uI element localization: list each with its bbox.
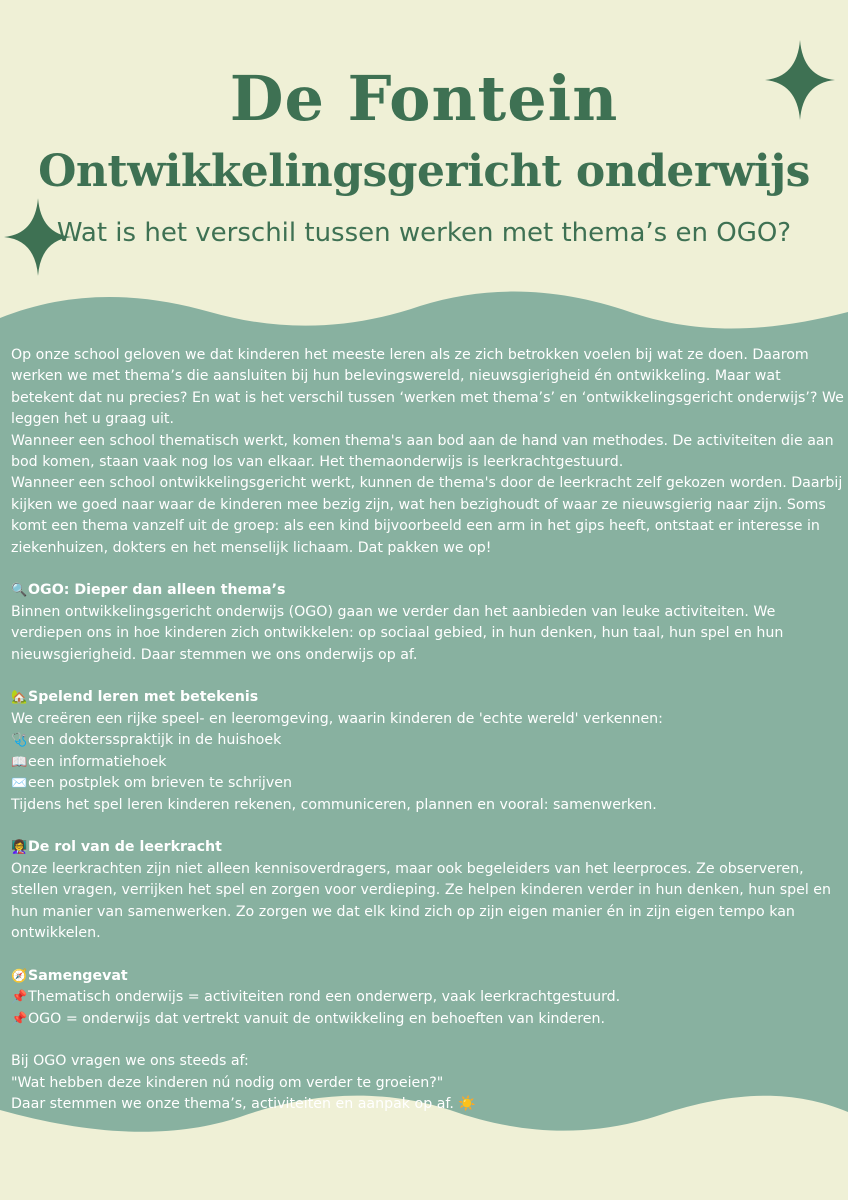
intro-paragraph: Wanneer een school thematisch werkt, komen thema's aan bod aan de hand van methodes. De activiteiten die aan bod komen, staan vaak nog los van elkaar. Het themaonderwijs is leerkrachtgestuurd. [11,432,834,471]
envelope-icon: ✉️ [11,776,28,792]
list-item: ✉️een postplek om brieven te schrijven [11,773,847,794]
section-ogo [11,580,847,666]
pushpin-icon: 📌 [11,990,28,1006]
closing-line: Bij OGO vragen we ons steeds af: [11,1053,249,1070]
section-heading: 🧭Samengevat [11,966,847,987]
list-item: 📖een informatiehoek [11,752,847,773]
page-subtitle: Ontwikkelingsgericht onderwijs [38,146,810,197]
article-body [11,345,847,1116]
section-text: Onze leerkrachten zijn niet alleen kennisoverdragers, maar ook begeleiders van het leerproces. Ze observeren, stellen vragen, verrijken het spel en zorgen voor verdieping. Ze helpen kinderen verder in hun denken, hun spel en hun manier van samenwerken. Zo zorgen we dat elk kind zich op zijn eigen manier én in zijn eigen tempo kan ontwikkelen. [11,860,831,941]
section-text: Tijdens het spel leren kinderen rekenen, communiceren, plannen en vooral: samenwerken. [11,796,657,813]
compass-icon: 🧭 [11,968,28,984]
pushpin-icon: 📌 [11,1011,28,1027]
intro-paragraph: Op onze school geloven we dat kinderen het meeste leren als ze zich betrokken voelen bij wat ze doen. Daarom werken we met thema’s die aansluiten bij hun belevingswereld, nieuwsgierigheid én ontwikkeling. Maar wat betekent dat nu precies? En wat is het verschil tussen ‘werken met thema’s’ en ‘ontwikkelingsgericht onderwijs’? We leggen het u graag uit. [11,347,844,428]
magnifier-icon: 🔍 [11,583,28,599]
section-teacher [11,837,847,944]
page-title: De Fontein [229,62,619,135]
section-summary [11,966,847,1030]
closing [11,1051,847,1115]
intro-paragraph: Wanneer een school ontwikkelingsgericht werkt, kunnen de thema's door de leerkracht zelf gekozen worden. Daarbij kijken we goed naar waar de kinderen mee bezig zijn, wat hen bezighoudt of waar ze nieuwsgierig naar zijn. Soms komt een thema vanzelf uit de groep: als een kind bijvoorbeeld een arm in het gips heeft, ontstaat er interesse in ziekenhuizen, dokters en het menselijk lichaam. Dat pakken we op! [11,475,843,556]
section-text: Binnen ontwikkelingsgericht onderwijs (OGO) gaan we verder dan het aanbieden van leuke activiteiten. We verdiepen ons in hoe kinderen zich ontwikkelen: op sociaal gebied, in hun denken, hun taal, hun spel en hun nieuwsgierigheid. Daar stemmen we ons onderwijs op af. [11,603,784,663]
closing-quote: "Wat hebben deze kinderen nú nodig om verder te groeien?" [11,1074,444,1091]
house-icon: 🏡 [11,690,28,706]
book-icon: 📖 [11,754,28,770]
section-play [11,687,847,815]
stethoscope-icon: 🩺 [11,733,28,749]
section-heading: 🔍OGO: Dieper dan alleen thema’s [11,580,847,601]
list-item: 🩺een doktersspraktijk in de huishoek [11,730,847,751]
list-item: 📌OGO = onderwijs dat vertrekt vanuit de ontwikkeling en behoeften van kinderen. [11,1009,847,1030]
list-item: 📌Thematisch onderwijs = activiteiten rond een onderwerp, vaak leerkrachtgestuurd. [11,987,847,1008]
section-text: We creëren een rijke speel- en leeromgeving, waarin kinderen de 'echte wereld' verkennen: [11,710,663,727]
teacher-icon: 👩‍🏫 [11,840,28,856]
section-heading: 👩‍🏫De rol van de leerkracht [11,837,847,858]
closing-line: Daar stemmen we onze thema’s, activiteiten en aanpak op af. ☀️ [11,1096,477,1113]
section-heading: 🏡Spelend leren met betekenis [11,687,847,708]
sun-icon: ☀️ [458,1096,477,1113]
page-question: Wat is het verschil tussen werken met thema’s en OGO? [56,218,792,248]
